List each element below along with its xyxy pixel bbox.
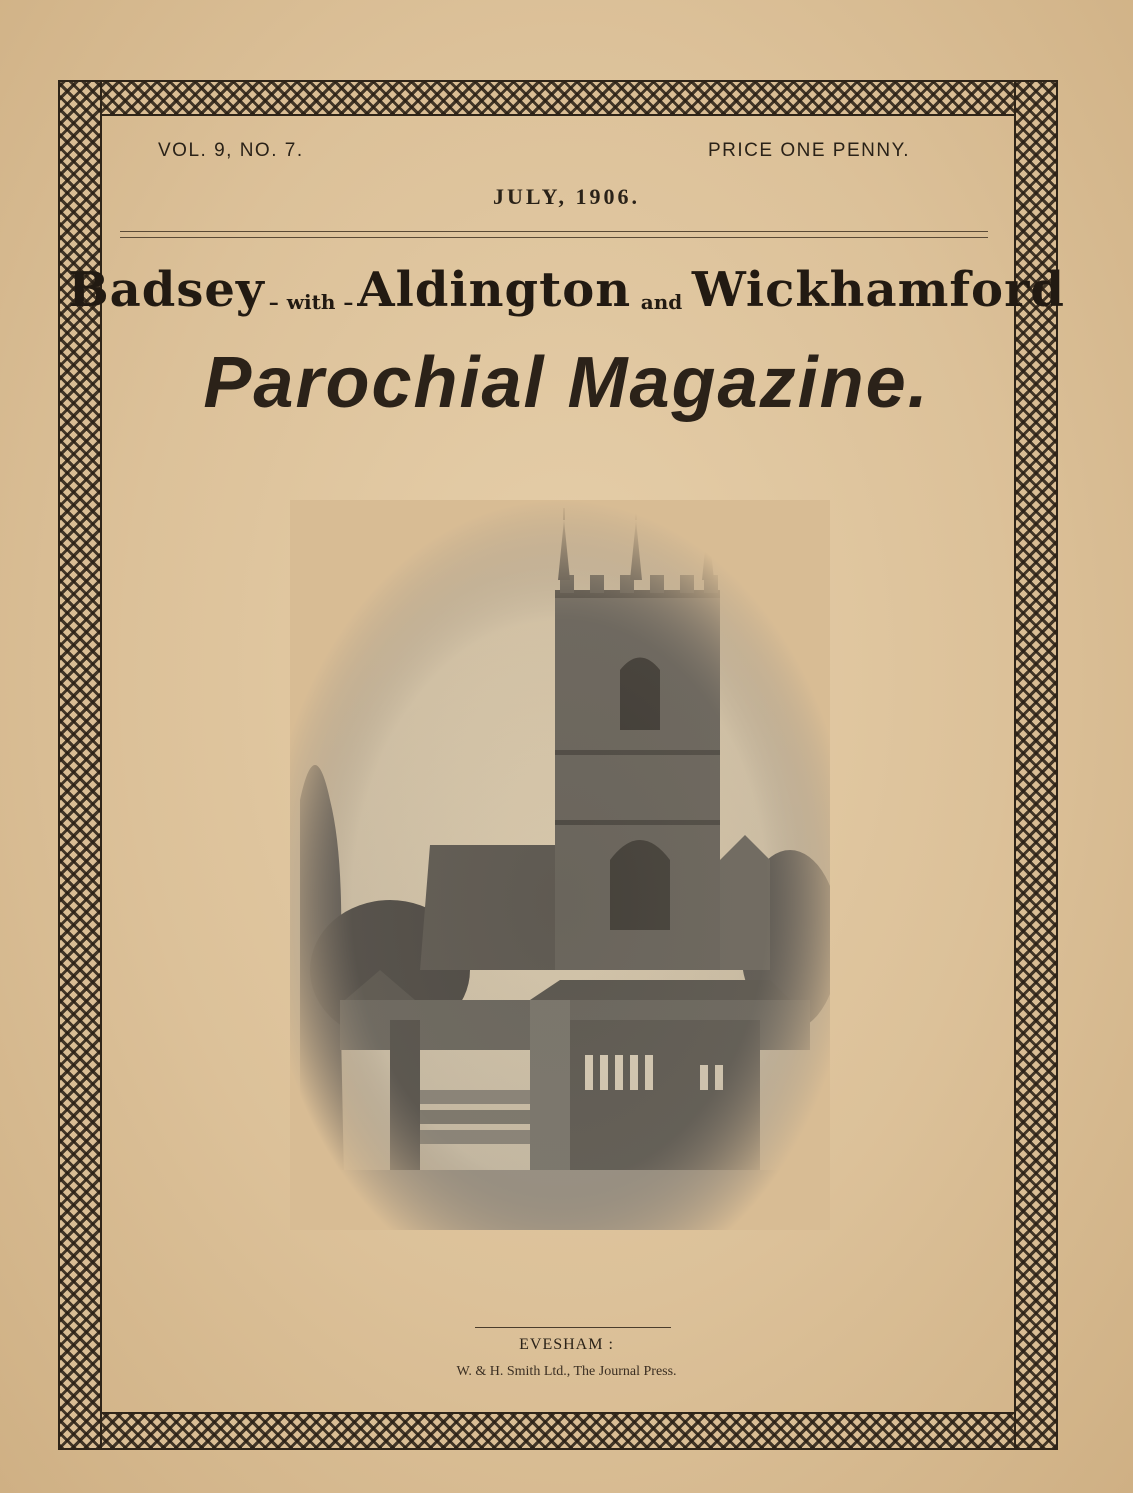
divider-rule [120, 231, 988, 232]
issue-date: JULY, 1906. [493, 184, 640, 209]
divider-rule [120, 237, 988, 238]
church-illustration [290, 500, 830, 1230]
magazine-subtitle: Parochial Magazine. [203, 343, 930, 423]
church-photograph [290, 500, 830, 1230]
imprint-publisher: W. & H. Smith Ltd., The Journal Press. [456, 1364, 677, 1379]
title-wickhamford: Wickhamford [691, 262, 1065, 318]
volume-number: VOL. 9, NO. 7. [158, 140, 304, 161]
title-with: with [286, 289, 336, 314]
title-and: and [640, 289, 683, 314]
imprint-place: EVESHAM : [519, 1336, 614, 1353]
ornamental-border-bottom [58, 1412, 1058, 1450]
price-label: PRICE ONE PENNY. [708, 140, 911, 161]
title-aldington: Aldington [357, 262, 632, 318]
parish-title: Badsey – with –Aldington and Wickhamford [68, 262, 1065, 318]
imprint-divider [475, 1327, 671, 1328]
ornamental-border-top [58, 80, 1058, 116]
title-badsey: Badsey [68, 262, 265, 318]
